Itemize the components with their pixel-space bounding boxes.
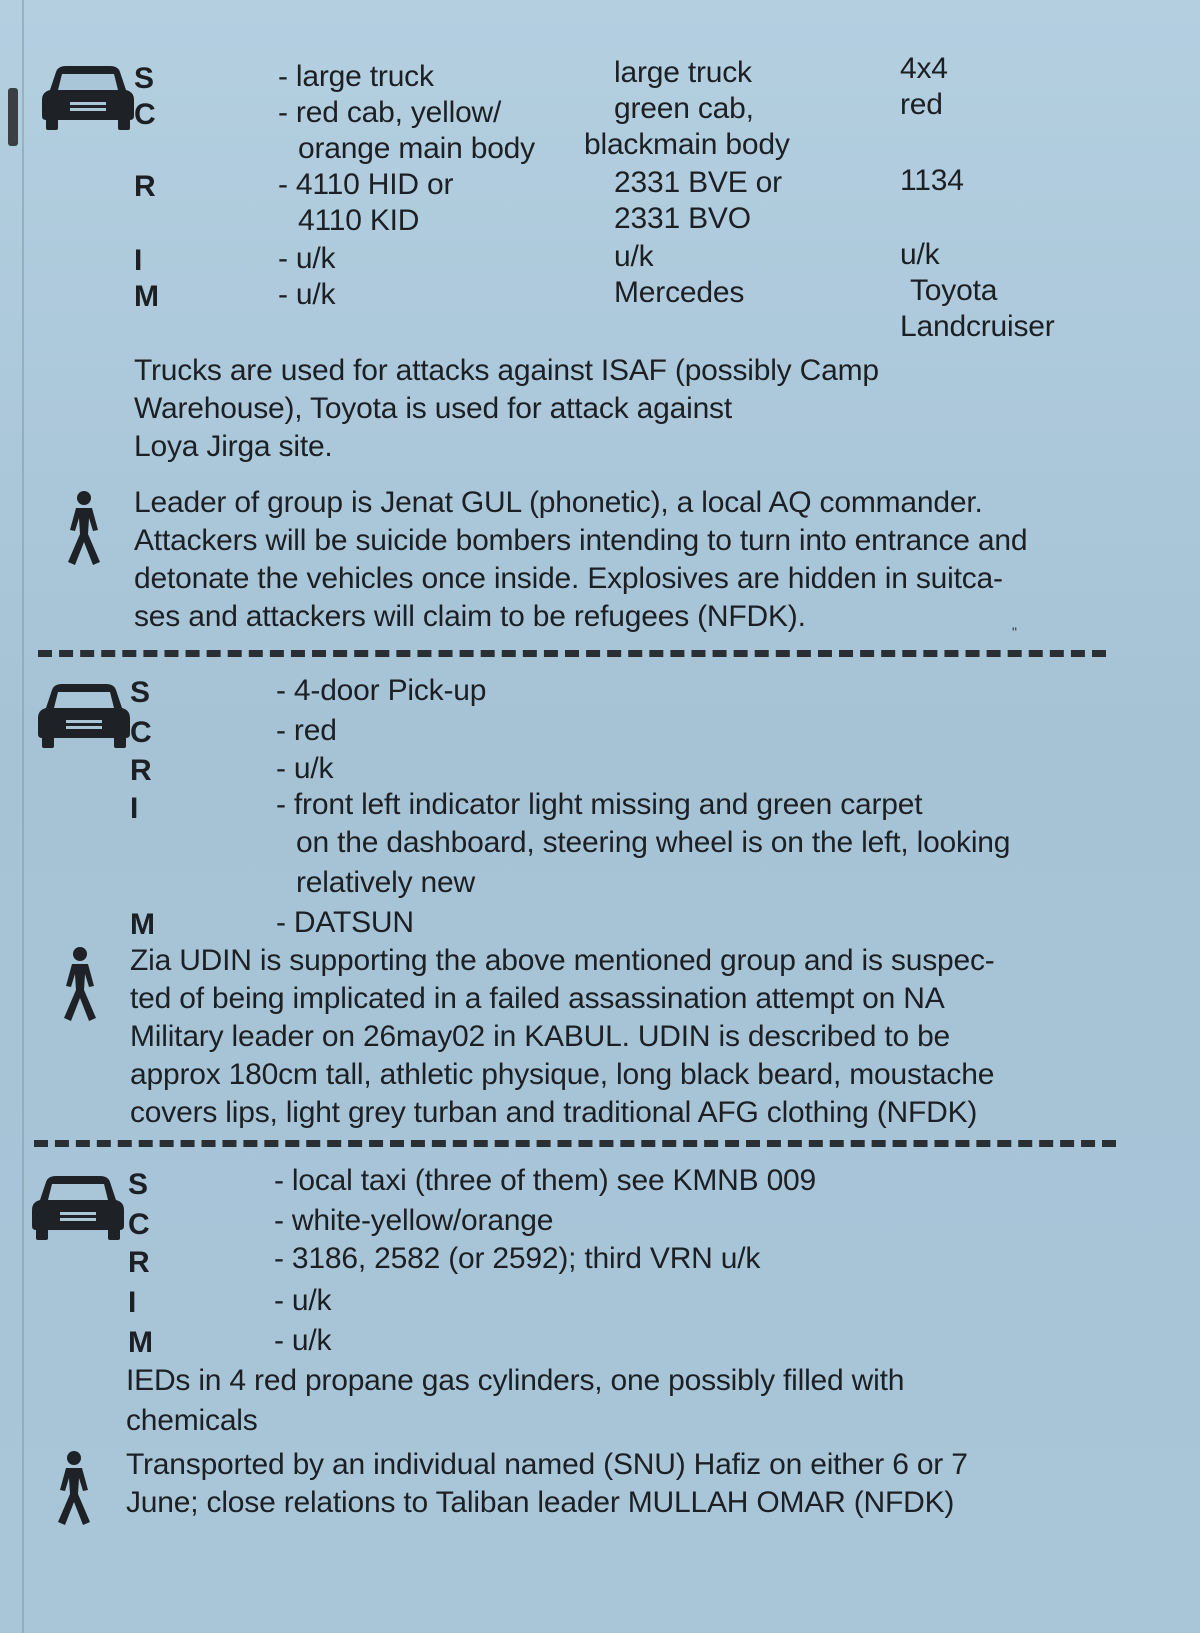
person-line: ted of being implicated in a failed assassination attempt on NA [130, 982, 945, 1015]
page-edge [22, 0, 24, 1633]
binder-tab [8, 88, 18, 146]
value-r: - 3186, 2582 (or 2592); third VRN u/k [274, 1242, 761, 1275]
col1-s: - large truck [278, 60, 434, 93]
code-m: M [130, 908, 155, 941]
col2-s: large truck [614, 56, 752, 89]
code-r: R [130, 754, 152, 787]
person-walking-icon [60, 490, 108, 566]
car-icon [32, 1174, 124, 1242]
col2-m: Mercedes [614, 276, 745, 309]
col1-r2: 4110 KID [298, 204, 420, 237]
code-i: I [130, 792, 139, 825]
person-line: Military leader on 26may02 in KABUL. UDIN is described to be [130, 1020, 951, 1053]
person-line: Leader of group is Jenat GUL (phonetic), a local AQ commander. [134, 486, 983, 519]
code-r: R [128, 1246, 150, 1279]
code-c: C [130, 716, 152, 749]
note-line: IEDs in 4 red propane gas cylinders, one possibly filled with [126, 1364, 905, 1397]
code-c: C [128, 1208, 150, 1241]
person-line: ses and attackers will claim to be refugees (NFDK). [134, 600, 806, 633]
code-i: I [134, 244, 143, 277]
person-line: detonate the vehicles once inside. Explosives are hidden in suitca- [134, 562, 1003, 595]
value-i1: - front left indicator light missing and green carpet [276, 788, 923, 821]
note-line: chemicals [126, 1404, 258, 1437]
col1-m: - u/k [278, 278, 336, 311]
value-s: - local taxi (three of them) see KMNB 009 [274, 1164, 817, 1197]
car-icon [42, 64, 134, 132]
person-line: Attackers will be suicide bombers intending to turn into entrance and [134, 524, 1028, 557]
person-line: June; close relations to Taliban leader MULLAH OMAR (NFDK) [126, 1486, 955, 1519]
value-c: - white-yellow/orange [274, 1204, 554, 1237]
code-i: I [128, 1286, 137, 1319]
stray-mark: " [1012, 624, 1017, 640]
person-walking-icon [50, 1450, 98, 1526]
col3-i: u/k [900, 238, 940, 271]
section-divider [34, 1140, 1116, 1147]
col2-r1: 2331 BVE or [614, 166, 782, 199]
section-divider [38, 650, 1106, 657]
col1-c1: - red cab, yellow/ [278, 96, 502, 129]
note-line: Loya Jirga site. [134, 430, 333, 463]
person-line: Zia UDIN is supporting the above mentioned group and is suspec- [130, 944, 995, 977]
col3-s: 4x4 [900, 52, 948, 85]
value-i: - u/k [274, 1284, 332, 1317]
col3-c: red [900, 88, 943, 121]
col2-c2: blackmain body [584, 128, 790, 161]
value-s: - 4-door Pick-up [276, 674, 487, 707]
col2-r2: 2331 BVO [614, 202, 751, 235]
value-i3: relatively new [296, 866, 475, 899]
person-line: approx 180cm tall, athletic physique, long black beard, moustache [130, 1058, 995, 1091]
col3-m1: Toyota [910, 274, 998, 307]
col2-i: u/k [614, 240, 654, 273]
value-m: - DATSUN [276, 906, 414, 939]
code-c: C [134, 98, 156, 131]
col3-m2: Landcruiser [900, 310, 1055, 343]
code-r: R [134, 170, 156, 203]
col1-r1: - 4110 HID or [278, 168, 454, 201]
note-line: Warehouse), Toyota is used for attack against [134, 392, 732, 425]
person-walking-icon [56, 946, 104, 1022]
note-line: Trucks are used for attacks against ISAF (possibly Camp [134, 354, 879, 387]
value-i2: on the dashboard, steering wheel is on the left, looking [296, 826, 1011, 859]
person-line: Transported by an individual named (SNU) Hafiz on either 6 or 7 [126, 1448, 968, 1481]
col1-i: - u/k [278, 242, 336, 275]
code-s: S [134, 62, 154, 95]
person-line: covers lips, light grey turban and traditional AFG clothing (NFDK) [130, 1096, 978, 1129]
value-m: - u/k [274, 1324, 332, 1357]
col3-r: 1134 [900, 164, 964, 197]
code-m: M [128, 1326, 153, 1359]
code-m: M [134, 280, 159, 313]
col1-c2: orange main body [298, 132, 535, 165]
car-icon [38, 682, 130, 750]
value-c: - red [276, 714, 337, 747]
value-r: - u/k [276, 752, 334, 785]
code-s: S [128, 1168, 148, 1201]
code-s: S [130, 676, 150, 709]
col2-c1: green cab, [614, 92, 754, 125]
